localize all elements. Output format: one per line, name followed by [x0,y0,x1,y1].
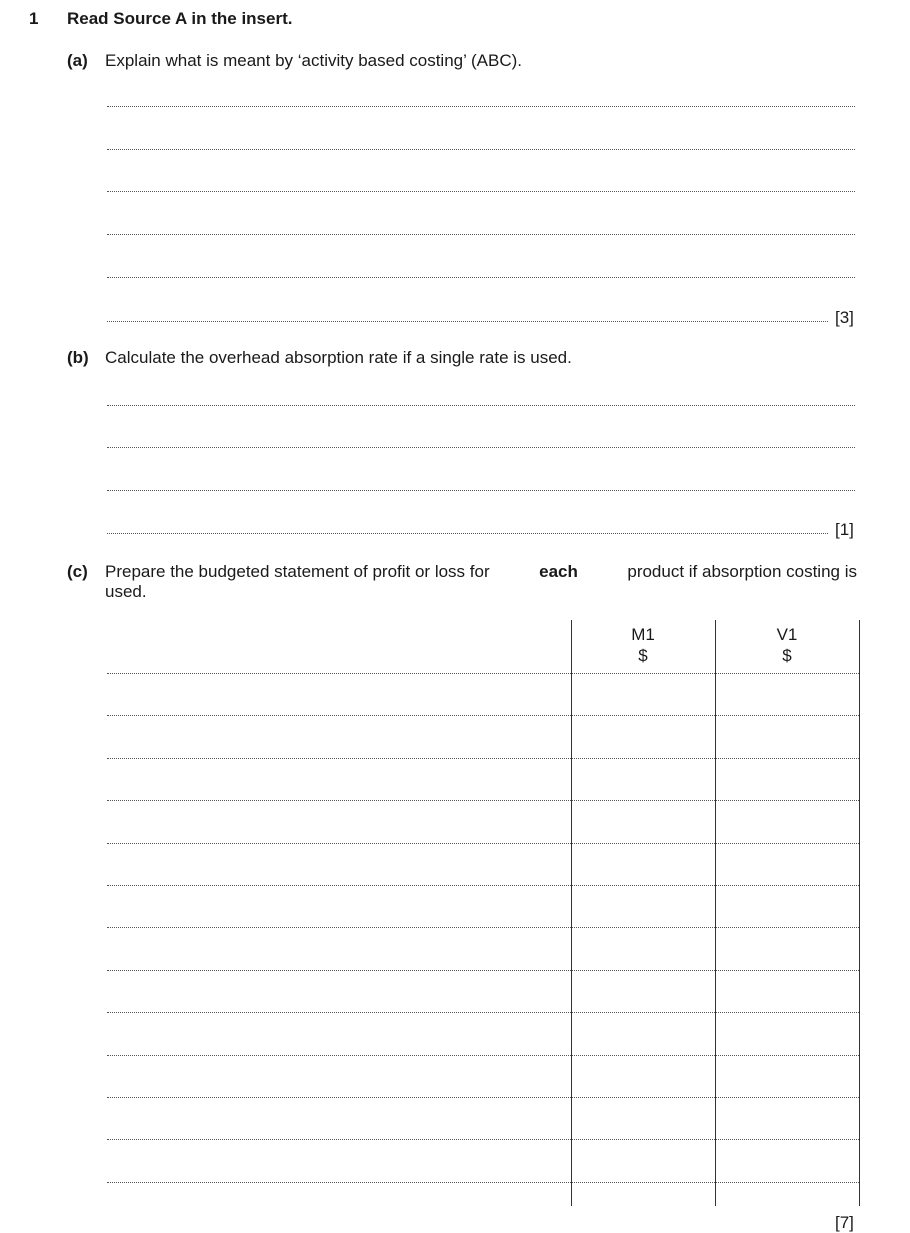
table-row[interactable] [107,927,859,928]
column-divider [859,620,860,1206]
table-row[interactable] [107,1182,859,1183]
part-a-marks: [3] [835,308,854,327]
answer-line[interactable] [107,149,855,150]
answer-line[interactable] [107,405,855,406]
table-row[interactable] [107,1139,859,1140]
question-number: 1 [29,9,39,28]
answer-line[interactable] [107,191,855,192]
part-c-label: (c) [67,562,88,581]
answer-line[interactable] [107,277,855,278]
table-row[interactable] [107,800,859,801]
part-c-prompt-text: Prepare the budgeted statement of profit or loss for [105,562,490,581]
table-row[interactable] [107,970,859,971]
table-row[interactable] [107,885,859,886]
part-b-marks: [1] [835,520,854,539]
table-row[interactable] [107,758,859,759]
answer-line[interactable] [107,447,855,448]
table-row[interactable] [107,1097,859,1098]
part-a-prompt: Explain what is meant by ‘activity based costing’ (ABC). [105,51,522,70]
column-header-v1 [715,624,859,666]
part-c-prompt-line1 [105,562,857,582]
table-row[interactable] [107,673,859,674]
answer-line[interactable] [107,490,855,491]
table-row[interactable] [107,715,859,716]
part-a-label: (a) [67,51,88,70]
answer-line[interactable] [107,106,855,107]
column-header-m1 [571,624,715,666]
column-unit: $ [638,646,648,665]
table-row[interactable] [107,1055,859,1056]
answer-line[interactable] [107,533,828,534]
column-unit: $ [782,646,792,665]
answer-line[interactable] [107,321,828,322]
part-c-prompt-emphasis: each [539,562,578,581]
table-row[interactable] [107,843,859,844]
part-b-label: (b) [67,348,89,367]
answer-line[interactable] [107,234,855,235]
column-name: M1 [631,625,655,644]
column-divider [571,620,572,1206]
column-divider [715,620,716,1206]
part-b-prompt: Calculate the overhead absorption rate if a single rate is used. [105,348,572,367]
column-name: V1 [776,625,798,644]
table-row[interactable] [107,1012,859,1013]
part-c-marks: [7] [835,1213,854,1232]
part-c-prompt-text: product if absorption costing is [627,562,857,581]
question-instruction: Read Source A in the insert. [67,9,293,28]
part-c-prompt-line2: used. [105,582,147,601]
